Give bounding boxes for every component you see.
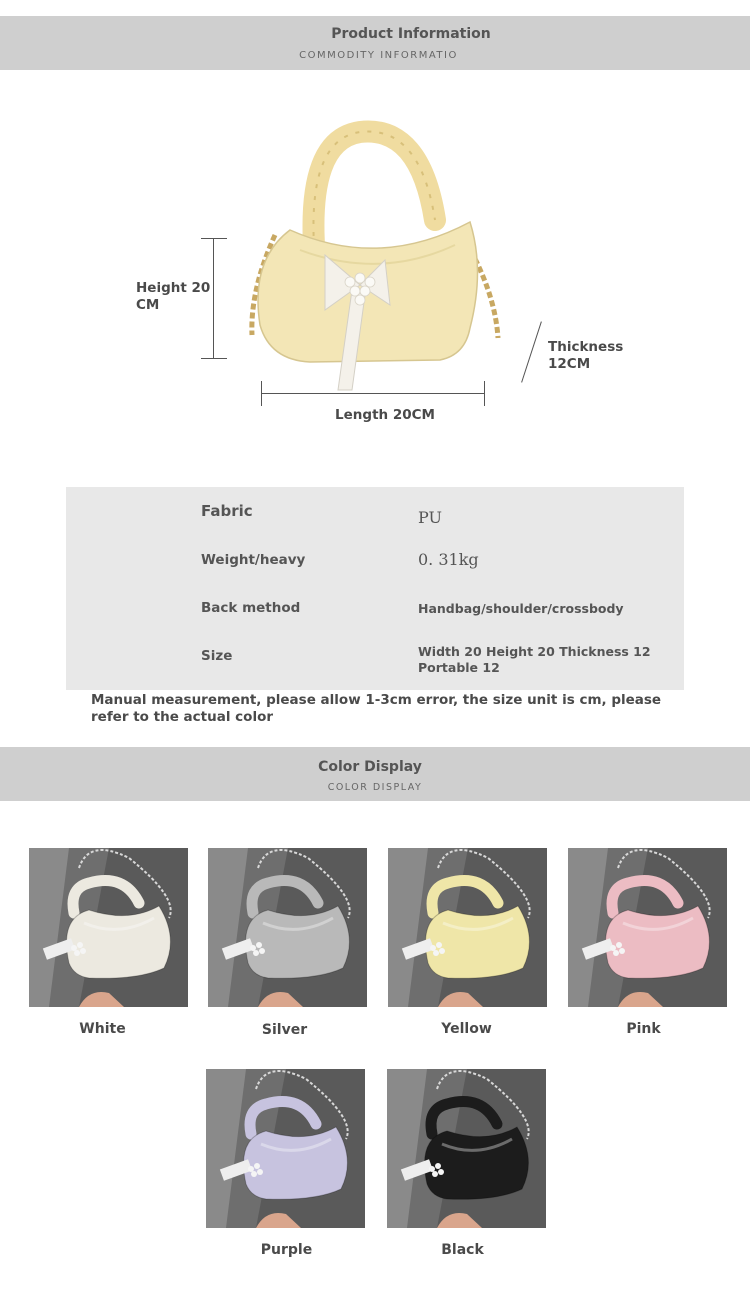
color-label-yellow: Yellow — [441, 1021, 492, 1037]
color-display-header — [0, 747, 750, 801]
color-swatch-black[interactable] — [387, 1069, 546, 1228]
measurement-note: Manual measurement, please allow 1-3cm error, the size unit is cm, please refer to the actual color — [91, 692, 662, 725]
color-label-purple: Purple — [260, 1242, 313, 1258]
color-swatch-pink[interactable] — [568, 848, 727, 1007]
color-swatch-yellow[interactable] — [388, 848, 547, 1007]
length-line — [261, 393, 485, 394]
spec-value: PU — [418, 508, 442, 527]
color-swatch-silver[interactable] — [208, 848, 367, 1007]
spec-key: Size — [201, 648, 233, 664]
product-info-header — [0, 16, 750, 70]
color-label-pink: Pink — [626, 1021, 661, 1037]
length-tick-right — [484, 381, 485, 406]
height-tick-bottom — [201, 358, 227, 359]
color-swatch-white[interactable] — [29, 848, 188, 1007]
color-swatch-purple[interactable] — [206, 1069, 365, 1228]
spec-value: Handbag/shoulder/crossbody — [418, 601, 624, 616]
spec-value: 0. 31kg — [418, 550, 479, 569]
spec-key: Fabric — [201, 502, 253, 520]
spec-key: Back method — [201, 600, 301, 616]
spec-table — [66, 487, 684, 690]
color-display-subtitle: COLOR DISPLAY — [327, 782, 423, 793]
spec-key: Weight/heavy — [201, 552, 306, 568]
color-label-white: White — [79, 1021, 126, 1037]
color-display-title: Color Display — [318, 759, 422, 775]
bag-illustration — [230, 110, 530, 400]
thickness-label: Thickness 12CM — [548, 339, 624, 372]
length-label: Length 20CM — [335, 407, 435, 423]
product-info-subtitle: COMMODITY INFORMATIO — [299, 50, 458, 61]
product-info-title: Product Information — [331, 26, 491, 42]
color-label-black: Black — [441, 1242, 484, 1258]
color-label-silver: Silver — [261, 1022, 308, 1038]
height-tick-top — [201, 238, 227, 239]
spec-value: Width 20 Height 20 Thickness 12 Portable 12 — [418, 644, 651, 675]
length-tick-left — [261, 381, 262, 406]
height-label: Height 20 CM — [136, 280, 211, 313]
